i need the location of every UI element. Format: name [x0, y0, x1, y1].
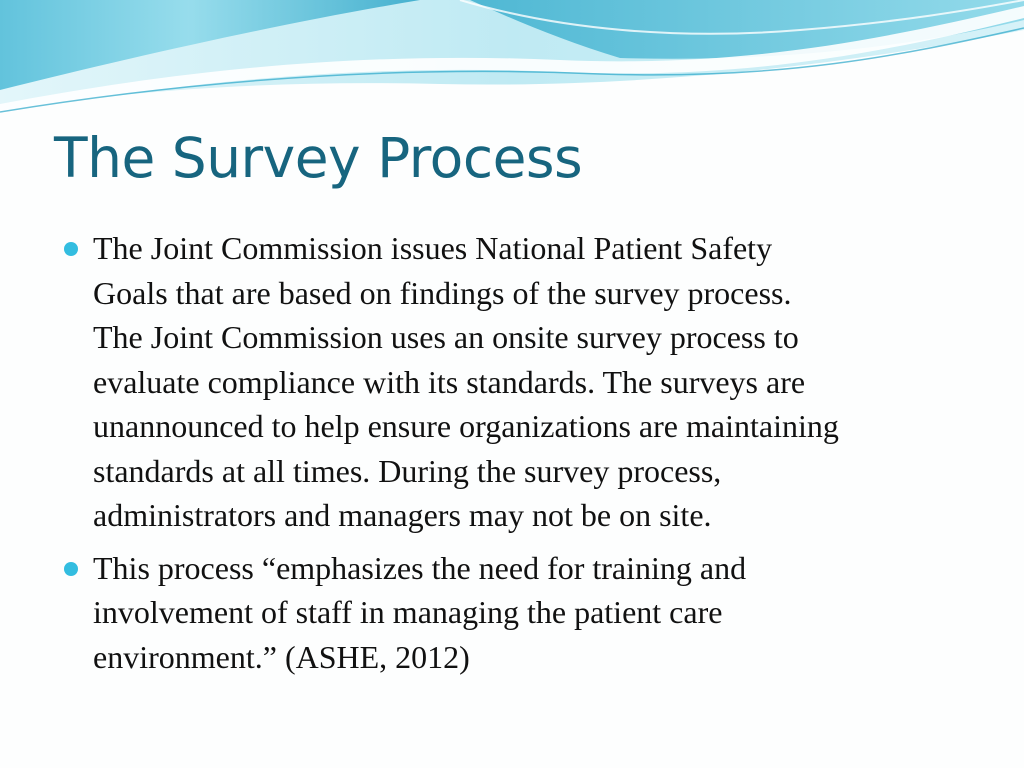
bullet-line: This process “emphasizes the need for training and: [93, 549, 747, 586]
bullet-line: involvement of staff in managing the patient care: [93, 594, 723, 630]
bullet-line: unannounced to help ensure organizations are maintaining: [93, 408, 839, 444]
bullet-line: administrators and managers may not be on site.: [93, 497, 712, 533]
slide-title: The Survey Process: [54, 126, 583, 190]
bullet-line: The Joint Commission uses an onsite survey process to: [93, 319, 799, 355]
bullet-line: The Joint Commission issues National Patient Safety: [93, 230, 773, 266]
bullet-line: Goals that are based on findings of the survey process.: [93, 274, 792, 311]
bullet-line: evaluate compliance with its standards. The surveys are: [93, 363, 806, 400]
bullet-dot-icon: [64, 242, 78, 256]
bullet-item-1: [64, 226, 964, 538]
header-wave-decoration: [0, 0, 1024, 130]
bullet-line: standards at all times. During the survey process,: [93, 452, 722, 489]
bullet-line: environment.” (ASHE, 2012): [93, 638, 470, 675]
bullet-dot-icon: [64, 562, 78, 576]
bullet-item-2: [64, 546, 964, 680]
bullet-list: [64, 226, 964, 687]
